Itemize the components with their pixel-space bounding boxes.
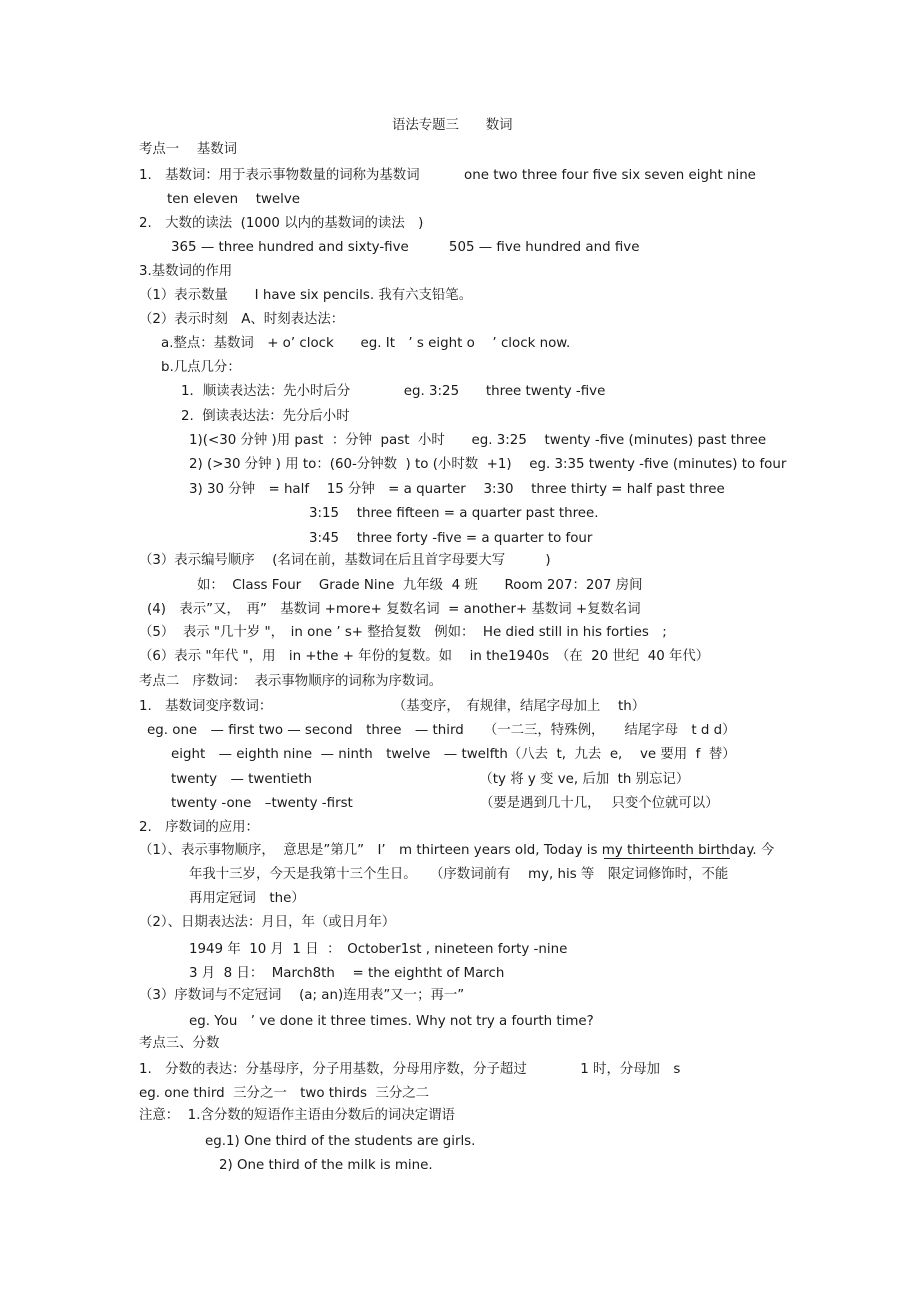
text-line: 3 月 8 日： March8th = the eightht of March (189, 966, 505, 981)
text-line: eg. one — first two — second three — third （一二三，特殊例， 结尾字母 t d d） (147, 723, 736, 738)
text-line: 年我十三岁，今天是我第十三个生日。 （序数词前有 my, his 等 限定词修饰时，不能 (189, 867, 729, 882)
text-line: 2) One third of the milk is mine. (219, 1158, 433, 1173)
page-title: 语法专题三 数词 (392, 118, 513, 133)
text-line: 2. 序数词的应用： (139, 820, 259, 835)
text-line: eg. one third 三分之一 two thirds 三分之二 (139, 1086, 430, 1101)
text-line: 2. 大数的读法 (1000 以内的基数词的读法 ) (139, 216, 424, 231)
text-line: 2) (>30 分钟 ) 用 to：(60-分钟数 ) to (小时数 +1) eg. 3:35 twenty -five (minutes) to four (189, 457, 787, 472)
text-line: a.整点：基数词 + o’ clock eg. It ’ s eight o ’ clock now. (161, 336, 571, 351)
text-line: b.几点几分： (161, 360, 241, 375)
text-line: （3）表示编号顺序 (名词在前，基数词在后且首字母要大写 ) (139, 553, 551, 568)
text-line: 2. 倒读表达法：先分后小时 (181, 409, 350, 424)
text-line: eight — eighth nine — ninth twelve — twelfth（八去 t, 九去 e, ve 要用 f 替） (171, 747, 736, 762)
text-line: 1)(<30 分钟 )用 past ：分钟 past 小时 eg. 3:25 twenty -five (minutes) past three (189, 433, 767, 448)
text-line: 1. 分数的表达：分基母序，分子用基数，分母用序数，分子超过 1 时，分母加 s (139, 1062, 681, 1077)
text-line: （2）、日期表达法：月日，年（或日月年） (139, 915, 396, 930)
text-line: 3.基数词的作用 (139, 264, 233, 279)
text-line: 1949 年 10 月 1 日 ： October1st , nineteen forty -nine (189, 942, 568, 957)
text-line: 3:15 three fifteen = a quarter past three. (309, 506, 599, 521)
text-line: 1．顺读表达法：先小时后分 eg. 3:25 three twenty -five (181, 384, 606, 399)
heading-kaodian-3: 考点三、分数 (139, 1036, 220, 1051)
text-line: 注意： 1.含分数的短语作主语由分数后的词决定谓语 (139, 1108, 455, 1123)
text-line: 3:45 three forty -five = a quarter to four (309, 531, 593, 546)
text-line: （5） 表示 "几十岁 "， in one ’ s+ 整拾复数 例如： He died still in his forties ; (139, 625, 667, 640)
text-line: eg. You ’ ve done it three times. Why not try a fourth time? (189, 1014, 594, 1029)
text-line: （1）表示数量 I have six pencils. 我有六支铅笔。 (139, 288, 473, 303)
underline-mark (604, 858, 730, 859)
text-line: ten eleven twelve (167, 192, 301, 207)
text-line: 如： Class Four Grade Nine 九年级 4 班 Room 207：207 房间 (197, 578, 643, 593)
text-line: （2）表示时刻 A、时刻表达法： (139, 312, 345, 327)
text-line: 3) 30 分钟 = half 15 分钟 = a quarter 3:30 three thirty = half past three (189, 482, 725, 497)
text-line: （1）、表示事物顺序， 意思是”第几” I’ m thirteen years old, Today is my thirteenth birthday. 今 (139, 843, 775, 858)
text-line: 再用定冠词 the） (189, 891, 305, 906)
text-line: （6）表示 "年代 "，用 in +the + 年份的复数。如 in the1940s （在 20 世纪 40 年代） (139, 649, 710, 664)
heading-kaodian-2: 考点二 序数词： 表示事物顺序的词称为序数词。 (139, 674, 443, 689)
text-line: 1. 基数词变序数词： （基变序， 有规律，结尾字母加上 th） (139, 699, 646, 714)
heading-kaodian-1: 考点一 基数词 (139, 142, 237, 157)
text-line: twenty -one –twenty -first （要是遇到几十几， 只变个位就可以） (171, 796, 719, 811)
text-line: 365 — three hundred and sixty-five 505 — five hundred and five (171, 240, 640, 255)
text-line: twenty — twentieth （ty 将 y 变 ve, 后加 th 别忘记） (171, 772, 690, 787)
text-line: （3）序数词与不定冠词 (a; an)连用表”又一；再一” (139, 988, 465, 1003)
text-line: 1. 基数词：用于表示事物数量的词称为基数词 one two three four five six seven eight nine (139, 168, 756, 183)
text-line: eg.1) One third of the students are girls. (205, 1134, 476, 1149)
text-line: (4) 表示”又， 再” 基数词 +more+ 复数名词 = another+ 基数词 +复数名词 (147, 602, 641, 617)
